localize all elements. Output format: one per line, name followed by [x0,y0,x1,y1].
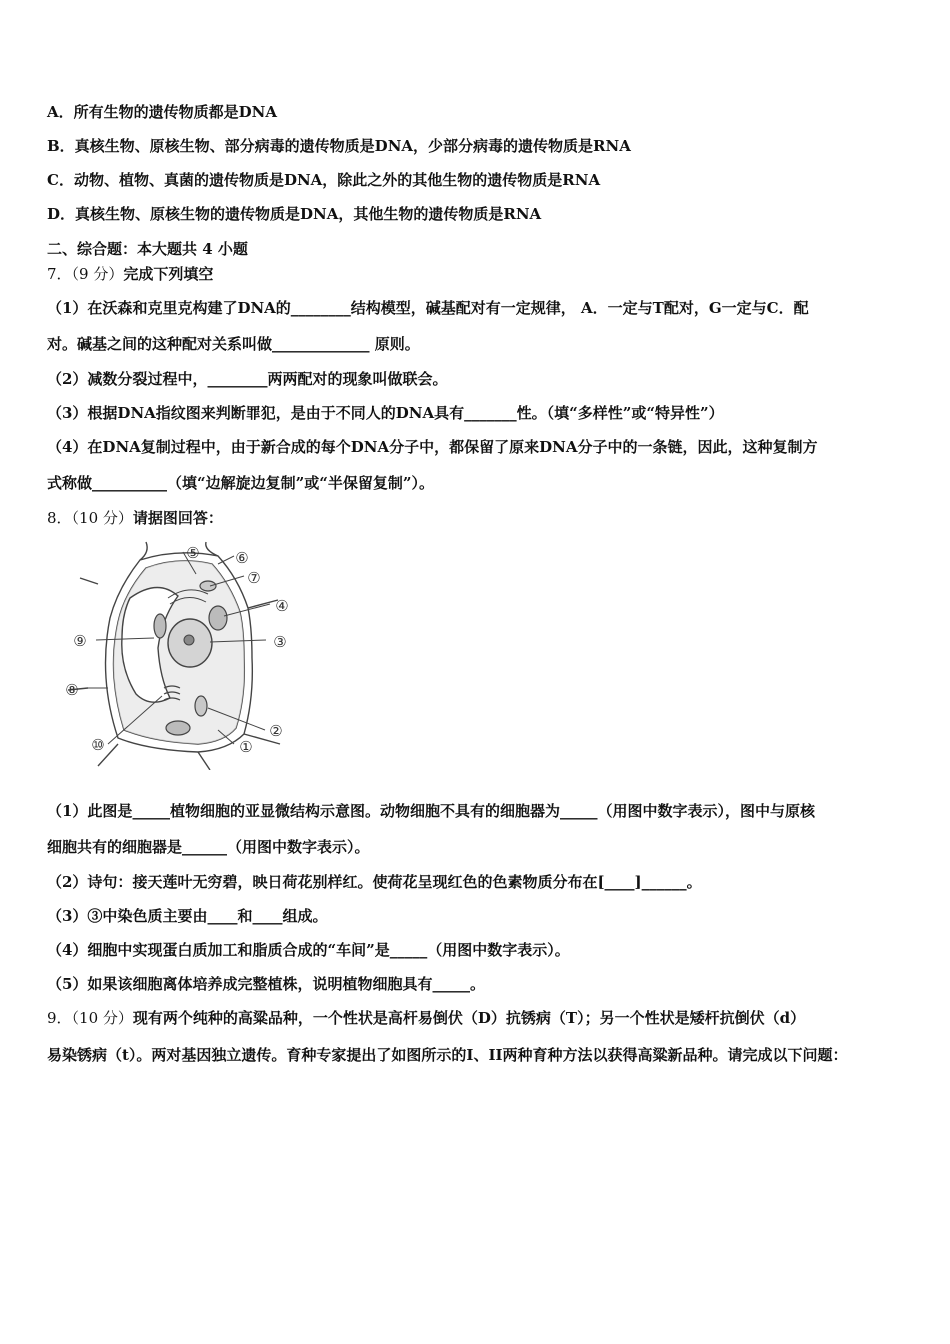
q8-number: 8．（10 分） [47,509,133,527]
plant-cell-diagram [58,538,298,770]
q6-option-a: A．所有生物的遗传物质都是DNA [47,103,277,121]
figure-label-9: ⑨ [73,632,87,650]
q8-line-5: （4）细胞中实现蛋白质加工和脂质合成的“车间”是_____（用图中数字表示）。 [47,941,570,959]
q8-line-3: （2）诗句：接天莲叶无穷碧，映日荷花别样红。使荷花呈现红色的色素物质分布在[____]______。 [47,873,702,891]
q8-line-2: 细胞共有的细胞器是______（用图中数字表示）。 [47,838,370,856]
q7-line-5: （4）在DNA复制过程中，由于新合成的每个DNA分子中，都保留了原来DNA分子中的一条链，因此，这种复制方 [47,438,818,456]
figure-label-10: ⑩ [91,736,105,754]
q6-option-b: B．真核生物、原核生物、部分病毒的遗传物质是DNA，少部分病毒的遗传物质是RNA [47,137,631,155]
figure-label-3: ③ [273,633,287,651]
q9-number: 9．（10 分） [47,1009,133,1027]
q7-line-1: （1）在沃森和克里克构建了DNA的________结构模型，碱基配对有一定规律， A．一定与T配对，G一定与C．配 [47,299,809,317]
q6-option-c: C．动物、植物、真菌的遗传物质是DNA，除此之外的其他生物的遗传物质是RNA [47,171,601,189]
figure-label-8: ⑧ [65,681,79,699]
q9-header [47,1008,805,1028]
q8-line-4: （3）③中染色质主要由____和____组成。 [47,907,328,925]
figure-label-6: ⑥ [235,549,249,567]
figure-label-2: ② [269,722,283,740]
q8-header [47,508,223,528]
q8-prompt: 请据图回答： [132,509,223,527]
q6-option-d: D．真核生物、原核生物的遗传物质是DNA，其他生物的遗传物质是RNA [47,205,542,223]
q8-line-6: （5）如果该细胞离体培养成完整植株，说明植物细胞具有_____。 [47,975,485,993]
figure-label-7: ⑦ [247,569,261,587]
figure-label-1: ① [239,738,253,756]
q7-line-2: 对。碱基之间的这种配对关系叫做_____________ 原则。 [47,335,420,353]
section-title: 二、综合题：本大题共 4 小题 [47,240,248,258]
figure-label-4: ④ [275,597,289,615]
q7-line-6: 式称做__________（填“边解旋边复制”或“半保留复制”）。 [47,474,435,492]
q7-line-3: （2）减数分裂过程中，________两两配对的现象叫做联会。 [47,370,448,388]
figure-label-5: ⑤ [186,544,200,562]
q9-prompt: 现有两个纯种的高粱品种，一个性状是高杆易倒伏（D）抗锈病（T）；另一个性状是矮杆抗倒伏（d） [132,1009,806,1027]
q7-header [47,264,213,284]
q7-number: 7．（9 分） [47,265,124,283]
q8-line-1: （1）此图是_____植物细胞的亚显微结构示意图。动物细胞不具有的细胞器为_____（用图中数字表示），图中与原核 [47,802,815,820]
q7-line-4: （3）根据DNA指纹图来判断罪犯，是由于不同人的DNA具有_______性。（填“多样性”或“特异性”） [47,404,724,422]
q9-line-2: 易染锈病（t）。两对基因独立遗传。育种专家提出了如图所示的I、II两种育种方法以获得高粱新品种。请完成以下问题： [47,1046,848,1064]
q7-prompt: 完成下列填空 [123,265,214,283]
